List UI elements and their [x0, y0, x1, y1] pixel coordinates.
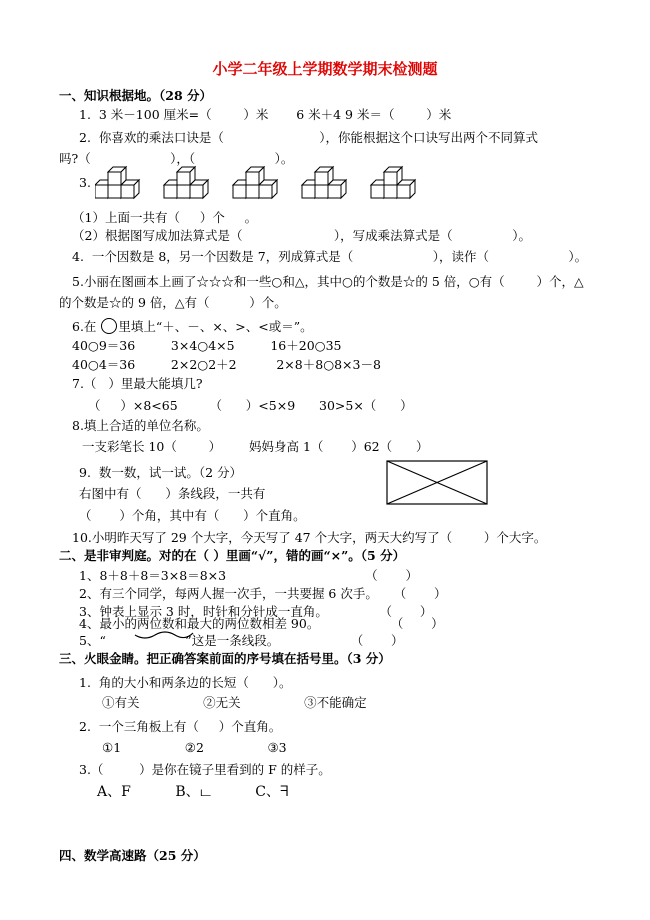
- question-8: 8.填上合适的单位名称。: [72, 418, 209, 433]
- choice-question-1-options: ①有关 ②无关 ③不能确定: [102, 695, 367, 710]
- question-9: 9. 数一数，试一试。（2 分）: [79, 465, 243, 480]
- judge-item-1: 1、8＋8＋8＝3×8＝8×3 （ ）: [79, 568, 418, 583]
- judge-item-3: 3、钟表上显示 3 时，时针和分针成一直角。 （ ）: [79, 604, 433, 619]
- question-3-2: （2）根据图写成加法算式是（ ），写成乘法算式是（ ）。: [72, 228, 531, 243]
- question-2-line1: 2. 你喜欢的乘法口诀是（ ），你能根据这个口诀写出两个不同算式: [79, 130, 538, 145]
- section1-heading: 一、知识根据地。（28 分）: [59, 88, 212, 103]
- question-5-line2: 的个数是☆的 9 倍，△有（ ）个。: [59, 295, 287, 310]
- choice-question-1: 1. 角的大小和两条边的长短（ ）。: [79, 675, 292, 690]
- section3-heading: 三、火眼金睛。把正确答案前面的序号填在括号里。（3 分）: [59, 651, 391, 666]
- question-3-1: （1）上面一共有（ ）个 。: [72, 210, 258, 225]
- judge-item-4: 4、最小的两位数和最大的两位数相差 90。 （ ）: [79, 616, 444, 631]
- choice-question-3-options: A、F B、ட C、ᖷ: [97, 784, 289, 800]
- cube-stack-icon: [95, 163, 435, 205]
- question-6-row2: 40○4＝36 2×2○2＋2 2×8＋8○8×3－8: [72, 357, 381, 372]
- choice-question-2: 2. 一个三角板上有（ ）个直角。: [79, 719, 282, 734]
- question-1: 1. 3 米－100 厘米=（ ）米 6 米＋4 9 米＝（ ）米: [79, 107, 452, 122]
- circle-icon: [101, 318, 117, 334]
- q6-suffix: 里填上“＋、－、×、>、<或＝”。: [118, 319, 313, 334]
- wavy-line-figure: [133, 626, 195, 645]
- question-7-row: （ ）×8<65 （ ）<5×9 30>5×（ ）: [88, 398, 413, 413]
- question-5-line1: 5.小丽在图画本上画了☆☆☆和一些○和△，其中○的个数是☆的 5 倍，○有（ ）个，△: [72, 274, 584, 289]
- question-6-row1: 40○9＝36 3×4○4×5 16＋20○35: [72, 338, 342, 353]
- question-7: 7.（ ）里最大能填几?: [72, 376, 203, 391]
- rectangle-diagonals-figure: [386, 460, 488, 509]
- question-8-row: 一支彩笔长 10（ ） 妈妈身高 1（ ）62（ ）: [82, 439, 429, 454]
- question-3-number: 3.: [79, 175, 91, 190]
- judge-item-2: 2、有三个同学，每两人握一次手，一共要握 6 次手。 （ ）: [79, 586, 447, 601]
- page-title: 小学二年级上学期数学期末检测题: [212, 60, 438, 78]
- q6-prefix: 6.在: [72, 319, 97, 334]
- choice-question-2-options: ①1 ②2 ③3: [102, 740, 287, 755]
- section4-heading: 四、数学高速路（25 分）: [59, 848, 206, 863]
- choice-question-3: 3.（ ）是你在镜子里看到的 F 的样子。: [79, 762, 331, 777]
- question-6-heading: [72, 318, 313, 335]
- question-2-line2: 吗?（ ），（ ）。: [59, 151, 294, 166]
- question-9-line2: （ ）个角，其中有（ ）个直角。: [79, 508, 306, 523]
- section2-heading: 二、是非审判庭。对的在（ ）里画“√”，错的画“×”。（5 分）: [59, 548, 406, 563]
- judge-item-5: 5、“ ”这是一条线段。 （ ）: [79, 633, 404, 648]
- question-4: 4. 一个因数是 8，另一个因数是 7，列成算式是（ ），读作（ ）。: [72, 249, 588, 264]
- question-10: 10.小明昨天写了 29 个大字，今天写了 47 个大字，两天大约写了（ ）个大字。: [72, 530, 547, 545]
- question-9-line1: 右图中有（ ）条线段，一共有: [79, 486, 266, 501]
- cube-figures: [95, 163, 435, 209]
